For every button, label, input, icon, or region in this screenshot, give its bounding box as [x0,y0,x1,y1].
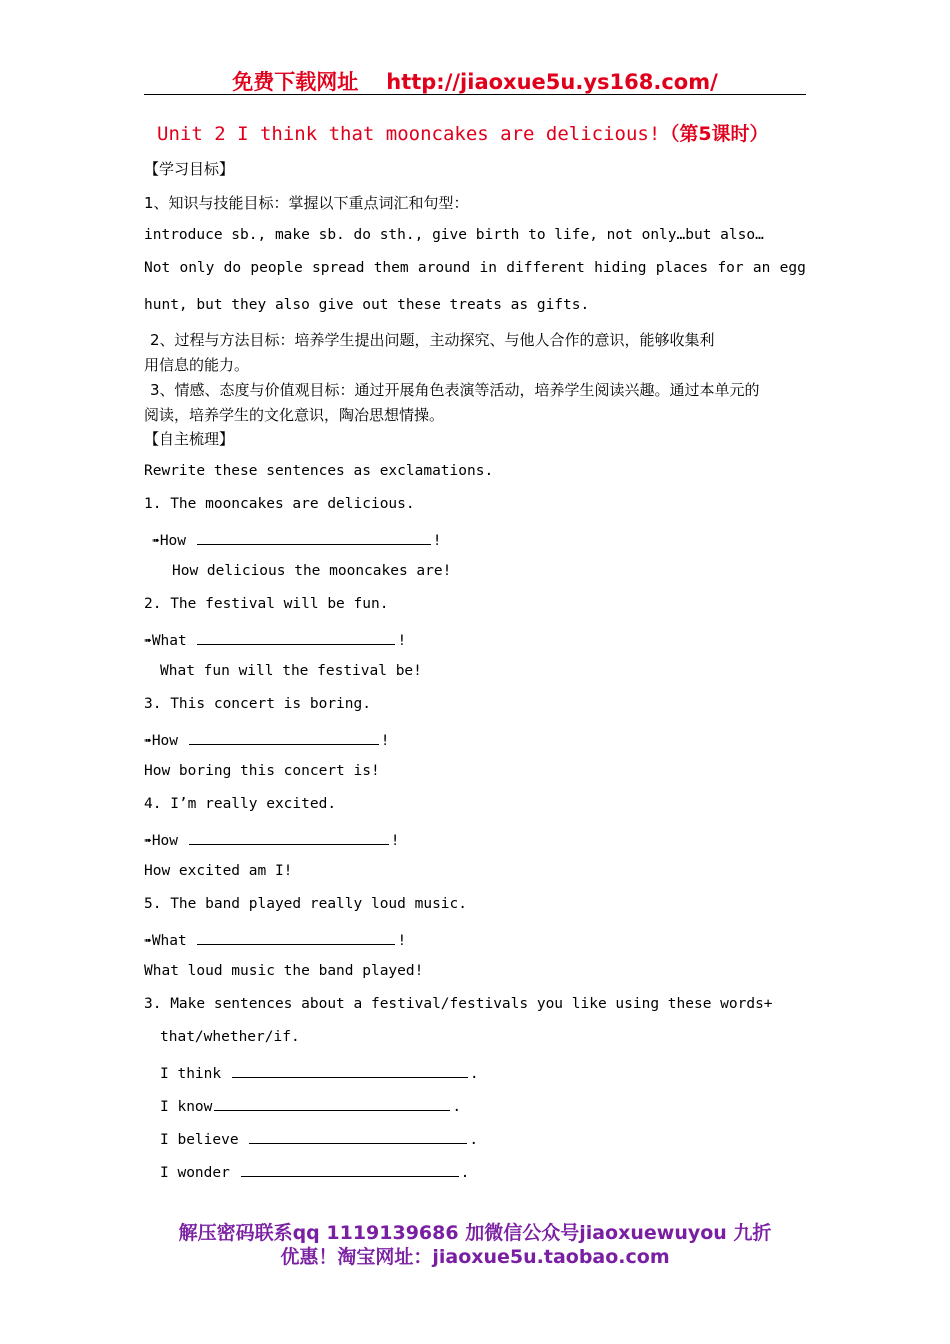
title-lesson-number: （第5课时） [660,123,769,145]
exercise-4-answer-line: ➠How ! [144,830,400,849]
objective-2-line-1: 2、过程与方法目标：培养学生提出问题，主动探究、与他人合作的意识，能够收集利 [150,331,715,349]
arrow-icon: ➠ [152,534,160,549]
exercise-1-blank[interactable] [197,530,431,545]
exercise-1-question: 1. The mooncakes are delicious. [144,496,415,512]
key-vocabulary: introduce sb., make sb. do sth., give birth to life, not only…but also… [144,227,764,243]
footer-contact-line: 解压密码联系qq 1119139686 加微信公众号jiaoxuewuyou 九折 [178,1222,772,1244]
exercise-3-answer-line: ➠How ! [144,730,390,749]
exercise-5-answer: What loud music the band played! [144,963,424,979]
objectives-heading: 【学习目标】 [144,160,235,178]
prompt-i-believe-blank[interactable] [249,1129,467,1144]
objective-2-line-2: 用信息的能力。 [144,356,250,374]
prompt-i-wonder: I wonder . [160,1162,469,1181]
exercise-4-blank[interactable] [189,830,389,845]
make-sentences-instruction-line-1: 3. Make sentences about a festival/festivals you like using these words+ [144,996,773,1012]
header-divider [144,94,806,95]
page-header [0,66,950,96]
title-english: Unit 2 I think that mooncakes are delicious! [157,123,661,145]
prompt-i-believe: I believe . [160,1129,478,1148]
review-heading: 【自主梳理】 [144,430,235,448]
page-title [157,119,769,146]
footer-shop-line: 优惠！淘宝网址：jiaoxue5u.taobao.com [280,1246,670,1268]
exercise-2-question: 2. The festival will be fun. [144,596,389,612]
exercise-1-answer: How delicious the mooncakes are! [172,563,452,579]
exercise-4-answer: How excited am I! [144,863,293,879]
header-label: 免费下载网址 [232,70,359,94]
exercise-4-question: 4. I’m really excited. [144,796,337,812]
prompt-i-know: I know . [160,1096,461,1115]
objective-1: 1、知识与技能目标：掌握以下重点词汇和句型： [144,194,469,212]
arrow-icon: ➠ [144,834,152,849]
prompt-i-wonder-blank[interactable] [241,1162,459,1177]
arrow-icon: ➠ [144,634,152,649]
review-instruction: Rewrite these sentences as exclamations. [144,463,494,479]
key-sentence-line-1: Not only do people spread them around in different hiding places for an egg [144,260,806,276]
exercise-1-answer-line: ➠How ! [152,530,442,549]
prompt-i-think-blank[interactable] [232,1063,468,1078]
arrow-icon: ➠ [144,934,152,949]
arrow-icon: ➠ [144,734,152,749]
prompt-i-think: I think . [160,1063,479,1082]
key-sentence-line-2: hunt, but they also give out these treats as gifts. [144,297,590,313]
exercise-5-question: 5. The band played really loud music. [144,896,468,912]
header-url-link[interactable]: http://jiaoxue5u.ys168.com/ [386,70,718,94]
objective-3-line-1: 3、情感、态度与价值观目标：通过开展角色表演等活动，培养学生阅读兴趣。通过本单元的 [150,381,760,399]
exercise-5-blank[interactable] [197,930,395,945]
exercise-2-answer: What fun will the festival be! [160,663,422,679]
exercise-3-blank[interactable] [189,730,379,745]
objective-3-line-2: 阅读，培养学生的文化意识，陶冶思想情操。 [144,406,445,424]
exercise-2-blank[interactable] [197,630,395,645]
exercise-2-answer-line: ➠What ! [144,630,406,649]
exercise-5-answer-line: ➠What ! [144,930,406,949]
prompt-i-know-blank[interactable] [214,1096,450,1111]
make-sentences-instruction-line-2: that/whether/if. [160,1029,300,1045]
exercise-3-answer: How boring this concert is! [144,763,380,779]
exercise-3-question: 3. This concert is boring. [144,696,371,712]
